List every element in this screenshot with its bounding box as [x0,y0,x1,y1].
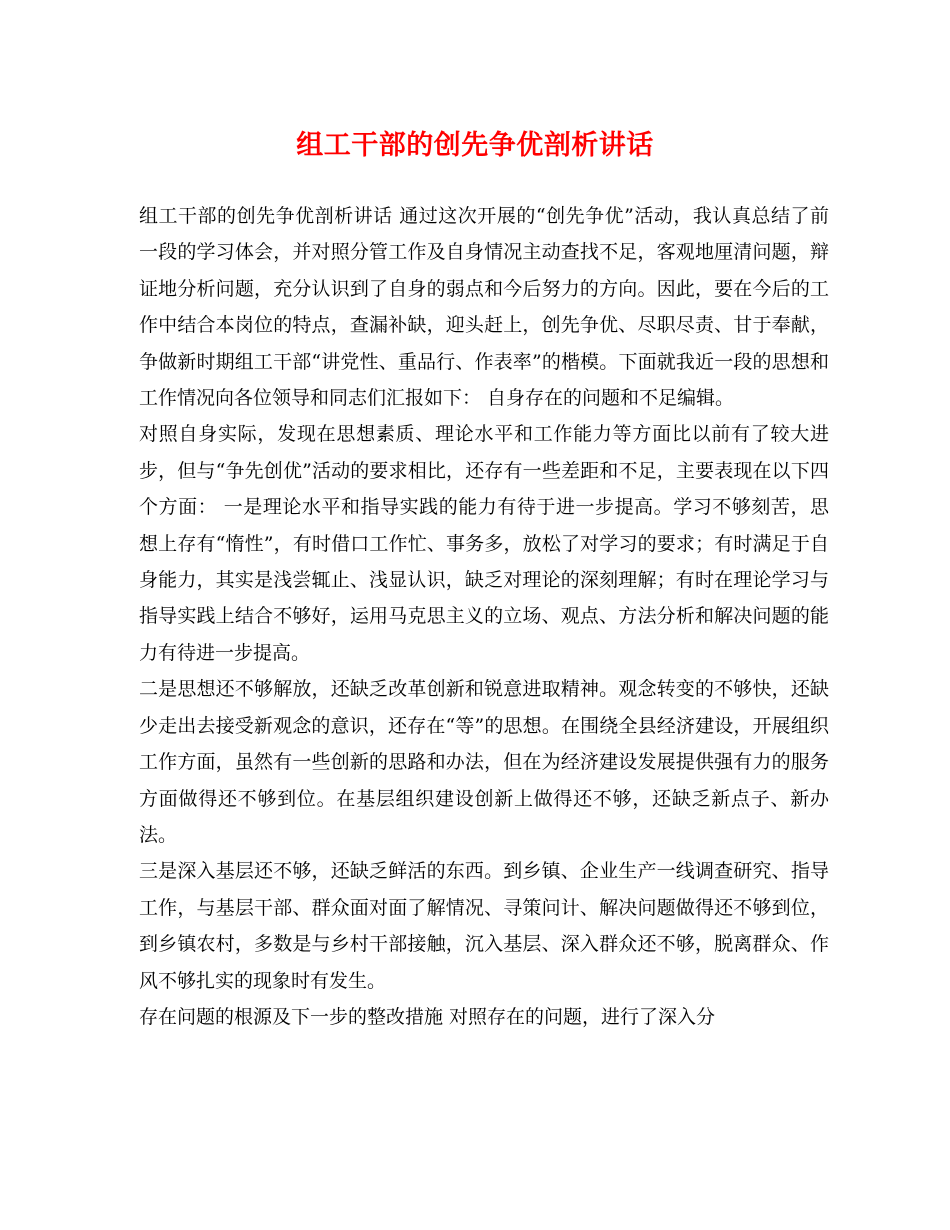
paragraph: 组工干部的创先争优剖析讲话 通过这次开展的“创先争优”活动，我认真总结了前一段的学习体会，并对照分管工作及自身情况主动查找不足，客观地厘清问题，辩证地分析问题，充分认识到了自身的弱点和今后努力的方向。因此，要在今后的工作中结合本岗位的特点，查漏补缺，迎头赶上，创先争优、尽职尽责、甘于奉献，争做新时期组工干部“讲党性、重品行、作表率”的楷模。下面就我近一段的思想和工作情况向各位领导和同志们汇报如下： 自身存在的问题和不足编辑。 [139,205,829,410]
paragraph: 存在问题的根源及下一步的整改措施 对照存在的问题，进行了深入分 [139,1005,716,1028]
document-body [139,198,829,1035]
paragraph: 对照自身实际，发现在思想素质、理论水平和工作能力等方面比以前有了较大进步，但与“争先创优”活动的要求相比，还存有一些差距和不足，主要表现在以下四个方面： 一是理论水平和指导实践的能力有待于进一步提高。学习不够刻苦，思想上存有“惰性”，有时借口工作忙、事务多，放松了对学习的要求；有时满足于自身能力，其实是浅尝辄止、浅显认识，缺乏对理论的深刻理解；有时在理论学习与指导实践上结合不够好，运用马克思主义的立场、观点、方法分析和解决问题的能力有待进一步提高。 [139,423,829,664]
document-title: 组工干部的创先争优剖析讲话 [296,130,654,161]
paragraph: 二是思想还不够解放，还缺乏改革创新和锐意进取精神。观念转变的不够快，还缺少走出去接受新观念的意识，还存在“等”的思想。在围绕全县经济建设，开展组织工作方面，虽然有一些创新的思路和办法，但在为经济建设发展提供强有力的服务方面做得还不够到位。在基层组织建设创新上做得还不够，还缺乏新点子、新办法。 [139,678,829,846]
paragraph: 三是深入基层还不够，还缺乏鲜活的东西。到乡镇、企业生产一线调查研究、指导工作，与基层干部、群众面对面了解情况、寻策问计、解决问题做得还不够到位，到乡镇农村，多数是与乡村干部接触，沉入基层、深入群众还不够，脱离群众、作风不够扎实的现象时有发生。 [139,860,829,992]
